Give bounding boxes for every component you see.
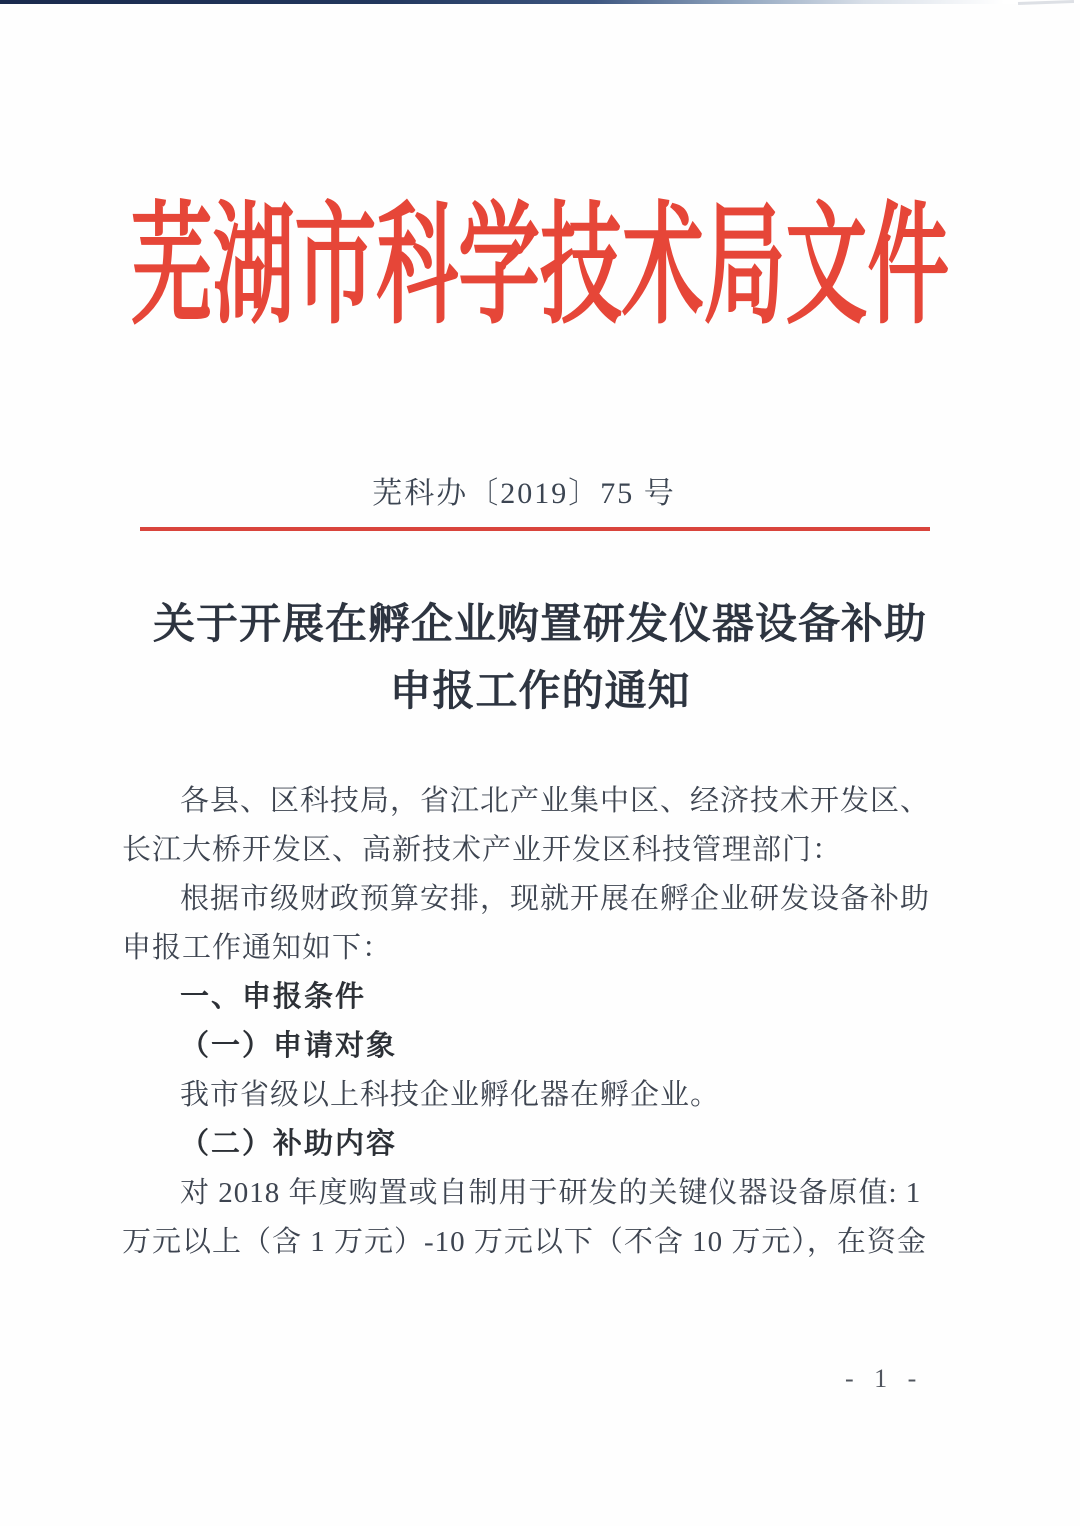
body-line-recipients-2: 长江大桥开发区、高新技术产业开发区科技管理部门： [122, 834, 843, 866]
body-line-subsidy-2: 万元以上（含 1 万元）-10 万元以下（不含 10 万元），在资金 [122, 1226, 927, 1258]
notice-title-line2: 申报工作的通知 [389, 669, 691, 715]
document-body [122, 777, 940, 1267]
scan-edge-strip [0, 0, 1080, 4]
scan-smudge [1018, 0, 1074, 5]
body-line-intro-1: 根据市级财政预算安排，现就开展在孵企业研发设备补助 [180, 883, 931, 915]
body-line-intro-2: 申报工作通知如下： [122, 932, 393, 964]
notice-title [0, 592, 1080, 726]
subsection-heading-subsidy: （二）补助内容 [180, 1128, 398, 1160]
body-line-recipients-1: 各县、区科技局，省江北产业集中区、经济技术开发区、 [180, 785, 931, 817]
red-divider-rule [140, 527, 930, 531]
page-number: - 1 - [845, 1364, 924, 1393]
section-heading-conditions: 一、申报条件 [180, 981, 367, 1013]
body-line-applicants: 我市省级以上科技企业孵化器在孵企业。 [180, 1079, 721, 1111]
notice-title-line1: 关于开展在孵企业购置研发仪器设备补助 [152, 602, 927, 648]
org-masthead-title: 芜湖市科学技术局文件 [130, 193, 950, 340]
subsection-heading-applicants: （一）申请对象 [180, 1030, 398, 1062]
document-number: 芜科办〔2019〕75 号 [372, 477, 676, 510]
body-line-subsidy-1: 对 2018 年度购置或自制用于研发的关键仪器设备原值: 1 [180, 1177, 922, 1209]
